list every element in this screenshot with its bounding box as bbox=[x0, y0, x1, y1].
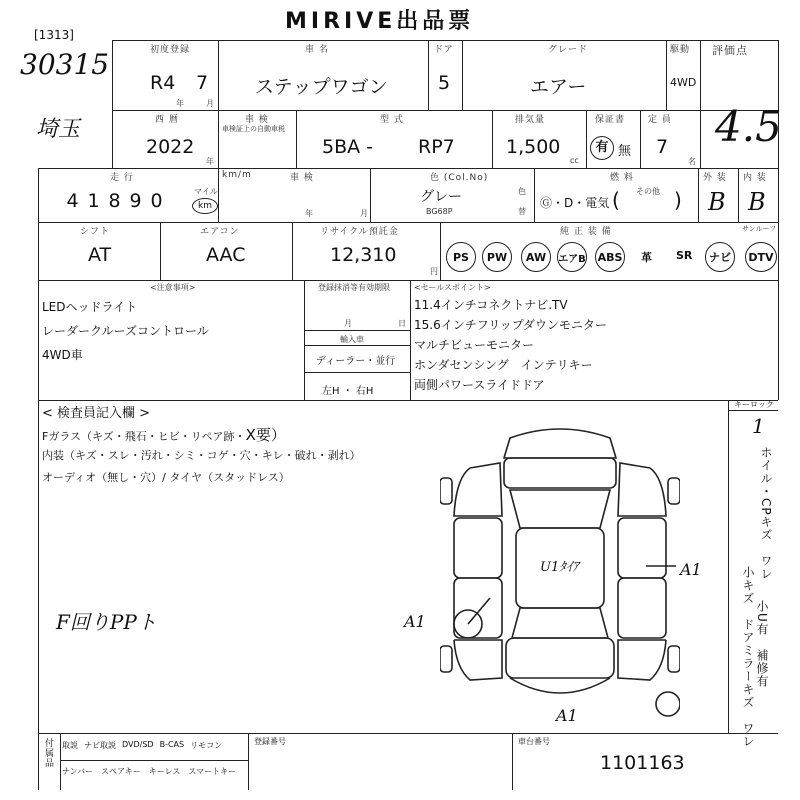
model-prefix: 5BA - bbox=[322, 136, 374, 158]
accessory-row-2 bbox=[62, 766, 236, 777]
car-right-rear-door bbox=[618, 578, 666, 638]
accessory-label: DVD/SD bbox=[122, 740, 154, 749]
accessory-label: 取説 bbox=[62, 741, 78, 750]
reg-expiry-header: 登録抹消等有効期限 bbox=[318, 283, 390, 292]
inspection-note: 車検証上の自動車税 bbox=[222, 125, 285, 133]
legend-col-2: 小キズ ドアミラーキズ ワレ bbox=[741, 566, 755, 748]
car-rear-bumper bbox=[510, 678, 610, 693]
accessory-label: ナンバー bbox=[62, 767, 94, 776]
equip-label: ABS bbox=[597, 250, 623, 264]
ext-grade-value: B bbox=[708, 188, 726, 216]
header-mileage: 走 行 bbox=[110, 173, 134, 183]
shift-value: AT bbox=[88, 244, 112, 266]
car-name-value: ステップワゴン bbox=[255, 76, 388, 98]
note-item: 4WD車 bbox=[42, 348, 83, 362]
sales-point: 両側パワースライドドア bbox=[414, 378, 545, 392]
inspector-header: < 検査員記入欄 > bbox=[42, 406, 151, 421]
car-windshield bbox=[510, 490, 610, 528]
car-right-rear-fender bbox=[618, 640, 666, 680]
unit-year: 年 bbox=[176, 99, 184, 108]
accessories-label: 付属品 bbox=[43, 738, 53, 768]
color-no: BG68P bbox=[426, 207, 453, 216]
inspector-glass-mark: X要） bbox=[245, 426, 286, 444]
damage-code-right: A1 bbox=[680, 560, 702, 579]
header-fuel: 燃 料 bbox=[610, 173, 634, 183]
equip-ps bbox=[446, 242, 476, 272]
equip-leather: 革 bbox=[641, 251, 652, 264]
accessory-label: キーレス bbox=[148, 767, 181, 776]
equip-dtv bbox=[745, 242, 777, 272]
cc-value: 1,500 bbox=[506, 136, 561, 158]
header-grade: グレード bbox=[548, 45, 589, 55]
accessory-label: ナビ取説 bbox=[84, 741, 116, 750]
region-label: 埼玉 bbox=[36, 117, 81, 142]
import-type: ディーラー・並行 bbox=[316, 356, 396, 367]
damage-code-bottom: A1 bbox=[556, 706, 578, 725]
damage-code-left: A1 bbox=[404, 612, 426, 631]
fuel-bracket: ( bbox=[612, 188, 620, 212]
warranty-yes bbox=[590, 136, 614, 160]
header-int: 内 装 bbox=[743, 173, 767, 183]
damage-circle-bottom bbox=[656, 692, 680, 716]
header-recycle-exp: 車 検 bbox=[290, 173, 314, 183]
unit-cc: cc bbox=[570, 156, 579, 165]
unit-km-label: km bbox=[198, 201, 212, 211]
inspector-line-interior: 内装（キズ・スレ・汚れ・シミ・コゲ・穴・キレ・破れ・剥れ） bbox=[42, 449, 361, 462]
unit-nen: 年 bbox=[206, 157, 214, 166]
header-color: 色 (Col.No) bbox=[430, 173, 489, 183]
note-item: レーダークルーズコントロール bbox=[42, 324, 209, 338]
reg-expiry-month: 月 bbox=[344, 319, 352, 328]
inspector-line-glass bbox=[42, 424, 286, 445]
legend-col-3: 小U有 補修有 bbox=[755, 600, 769, 688]
accessory-label: スマートキー bbox=[188, 767, 237, 776]
car-left-rear-door bbox=[454, 578, 502, 638]
car-front-outline bbox=[504, 429, 616, 458]
header-car-name: 車 名 bbox=[305, 45, 329, 55]
car-rear-body bbox=[506, 638, 614, 678]
equip-label: AW bbox=[525, 250, 547, 264]
lot-number: 30315 bbox=[20, 48, 110, 81]
capacity-value: 7 bbox=[656, 136, 669, 158]
fuel-value: Ⓖ・D・電気 bbox=[540, 196, 610, 210]
mileage-digit: 4 bbox=[66, 190, 79, 212]
color-value: グレー bbox=[420, 189, 462, 205]
unit-year-recycle: 年 bbox=[305, 209, 313, 218]
equip-label: PS bbox=[453, 250, 469, 264]
car-wheel-fl bbox=[440, 478, 452, 504]
equip-sunroof: SR bbox=[676, 249, 693, 262]
unit-month-recycle: 月 bbox=[360, 209, 368, 218]
fuel-bracket: ) bbox=[674, 188, 682, 212]
mileage-digits bbox=[62, 190, 167, 212]
car-right-front-door bbox=[618, 518, 666, 578]
header-ac: エアコン bbox=[200, 227, 240, 237]
doors-value: 5 bbox=[438, 72, 451, 94]
unit-mile: マイル bbox=[194, 187, 218, 196]
model-code: RP7 bbox=[418, 136, 455, 158]
legend-col-1: ホイル・CPキズ ワレ bbox=[759, 446, 773, 581]
keylock-header: キーロック bbox=[734, 400, 774, 409]
score-value: 4.5 bbox=[715, 102, 782, 151]
note-item: LEDヘッドライト bbox=[42, 300, 138, 314]
sales-point: マルチビューモニター bbox=[414, 338, 535, 352]
inspector-glass-text: Fガラス（キズ・飛石・ヒビ・リペア跡・ bbox=[42, 430, 246, 443]
notes-header: <注意事項> bbox=[150, 283, 196, 292]
header-doors: ドア bbox=[434, 45, 454, 55]
month-value: 7 bbox=[196, 72, 209, 94]
equip-pw bbox=[482, 242, 512, 272]
warranty-yes-label: 有 bbox=[595, 140, 609, 155]
equip-label: DTV bbox=[748, 250, 774, 264]
equip-label: PW bbox=[486, 250, 508, 264]
color-label-1: 色 bbox=[518, 187, 526, 196]
accessory-label: スペアキー bbox=[101, 767, 141, 776]
equip-label: エアB bbox=[558, 253, 586, 265]
year-value: 2022 bbox=[146, 136, 195, 158]
car-right-front-fender bbox=[618, 463, 666, 516]
chassis-header: 車台番号 bbox=[518, 737, 550, 746]
header-seireki: 西 暦 bbox=[155, 115, 179, 125]
mileage-digit: 0 bbox=[150, 190, 163, 212]
keylock-value: 1 bbox=[752, 414, 765, 438]
header-cc: 排気量 bbox=[515, 115, 546, 125]
import-header: 輸入車 bbox=[340, 335, 364, 344]
car-hood bbox=[504, 458, 616, 488]
equip-airbag bbox=[557, 242, 587, 272]
car-rear-window bbox=[512, 608, 608, 638]
steering-type: 左H ・ 右H bbox=[322, 386, 374, 397]
sales-point: 15.6インチフリップダウンモニター bbox=[414, 318, 607, 332]
car-wheel-rl bbox=[440, 646, 452, 672]
header-ext: 外 装 bbox=[703, 173, 727, 183]
accessory-row-1 bbox=[62, 740, 222, 751]
reg-expiry-day: 日 bbox=[398, 319, 406, 328]
header-capacity: 定 員 bbox=[648, 115, 672, 125]
unit-month: 月 bbox=[206, 99, 214, 108]
car-wheel-rr bbox=[668, 646, 680, 672]
accessory-label: B-CAS bbox=[159, 740, 185, 749]
era-value: R4 bbox=[150, 72, 176, 94]
sales-point: 11.4インチコネクトナビ.TV bbox=[414, 298, 568, 312]
car-left-front-door bbox=[454, 518, 502, 578]
header-sunroof: サンルーフ bbox=[742, 225, 777, 233]
car-left-rear-fender bbox=[454, 640, 502, 680]
fuel-other: その他 bbox=[636, 187, 660, 196]
header-shift: シフト bbox=[80, 227, 111, 237]
header-year-reg: 初度登録 bbox=[150, 45, 191, 55]
equip-label: ナビ bbox=[709, 251, 731, 264]
unit-km bbox=[192, 198, 218, 214]
header-drive: 駆動 bbox=[670, 45, 691, 55]
equip-aw bbox=[521, 242, 551, 272]
inspector-line-audio: オーディオ（無し・穴）/ タイヤ（スタッドレス） bbox=[42, 471, 290, 484]
mileage-digit: 8 bbox=[108, 190, 121, 212]
inspector-handwritten-note: F回りPPト bbox=[56, 610, 157, 634]
recycle-value: 12,310 bbox=[330, 244, 397, 266]
mileage-digit: 1 bbox=[87, 190, 100, 212]
int-grade-value: B bbox=[748, 188, 766, 216]
header-model: 型 式 bbox=[380, 115, 404, 125]
warranty-no: 無 bbox=[618, 144, 632, 159]
header-equipment: 純 正 装 備 bbox=[560, 227, 612, 237]
lot-code: [1313] bbox=[34, 28, 74, 42]
equip-navi bbox=[705, 242, 735, 272]
drive-value: 4WD bbox=[670, 76, 697, 89]
sales-point: ホンダセンシング インテリキー bbox=[414, 358, 593, 372]
header-recycle: リサイクル預託金 bbox=[320, 227, 399, 237]
header-inspection: 車 検 bbox=[245, 115, 269, 125]
equip-abs bbox=[595, 242, 625, 272]
sales-header: <セールスポイント> bbox=[414, 283, 491, 292]
chassis-number: 1101163 bbox=[600, 752, 685, 774]
unit-person: 名 bbox=[688, 157, 696, 166]
reg-number-header: 登録番号 bbox=[254, 737, 286, 746]
sheet-title: MIRIVE出品票 bbox=[285, 9, 475, 34]
header-score: 評価点 bbox=[712, 44, 748, 57]
car-left-front-fender bbox=[454, 463, 502, 516]
color-label-2: 替 bbox=[518, 207, 526, 216]
grade-value: エアー bbox=[530, 76, 587, 98]
diagram-note-roof: U1ﾀｲｱ bbox=[540, 560, 579, 575]
accessory-label: リモコン bbox=[190, 741, 223, 750]
header-warranty: 保証書 bbox=[595, 115, 626, 125]
mileage-digit: 9 bbox=[129, 190, 142, 212]
ac-value: AAC bbox=[206, 244, 246, 266]
unit-yen: 円 bbox=[430, 267, 438, 276]
header-mileage-unit: km/m bbox=[222, 170, 252, 180]
car-wheel-fr bbox=[668, 478, 680, 504]
